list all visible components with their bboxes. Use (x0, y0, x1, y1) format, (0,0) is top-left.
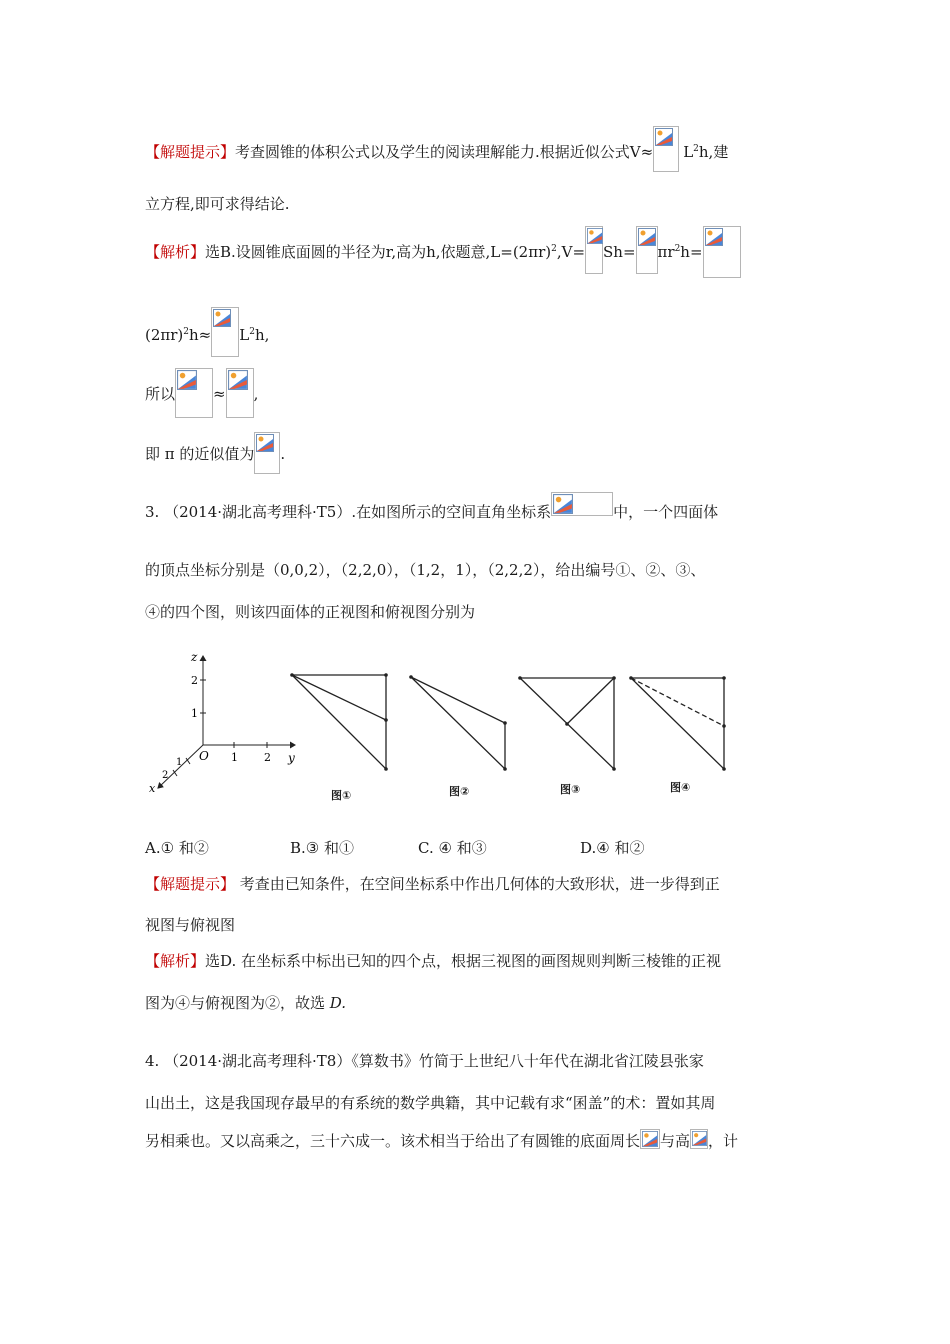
sol1-line2-b: h≈ (189, 326, 212, 344)
sol1-text-d: πr (657, 243, 675, 261)
hint3-line1 (145, 874, 720, 894)
formula-image-icon (703, 226, 741, 278)
sol1-text-b: ,V= (556, 243, 586, 261)
sol1-line3-b: ≈ (213, 385, 226, 403)
figure-2-caption: 图② (449, 785, 470, 798)
solution-tag: 【解析】 (145, 952, 206, 970)
sol3-text: 选D. 在坐标系中标出已知的四个点，根据三视图的画图规则判断三棱锥的正视 (205, 952, 722, 970)
sol3-line2-b: D. (329, 994, 347, 1012)
formula-image-icon (653, 126, 679, 172)
sol1-line4-a: 即 π 的近似值为 (145, 445, 255, 463)
hint1-line1 (145, 142, 728, 172)
x-axis-label: x (149, 782, 156, 795)
q4-line3-c: ，计 (708, 1132, 739, 1150)
hint1-text-c: h,建 (698, 143, 729, 161)
y-tick-1: 1 (231, 751, 238, 764)
sol1-line1 (145, 242, 741, 278)
sol1-line2-d: h, (254, 326, 270, 344)
q4-line1: 4. （2014·湖北高考理科·T8）《算数书》竹简于上世纪八十年代在湖北省江陵县张家 (145, 1052, 704, 1070)
q4-line2: 山出土，这是我国现存最早的有系统的数学典籍，其中记载有求“囷盖”的术：置如其周 (145, 1094, 716, 1112)
formula-image-icon (226, 368, 254, 418)
formula-image-icon (636, 226, 658, 274)
x-tick-1: 1 (176, 757, 183, 768)
z-tick-1: 1 (191, 707, 198, 720)
formula-image-icon (211, 307, 239, 357)
hint-tag: 【解题提示】 (145, 875, 236, 893)
sol1-line2-c: L (239, 326, 250, 344)
hint1-text-a: 考查圆锥的体积公式以及学生的阅读理解能力.根据近似公式V≈ (235, 143, 654, 161)
q4-line3 (145, 1131, 738, 1151)
option-b: B.③ 和① (290, 839, 355, 857)
formula-image-icon (175, 368, 213, 418)
coordinate-axes-diagram (140, 648, 305, 808)
sol3-line1 (145, 951, 721, 971)
figure-2 (405, 648, 515, 773)
formula-image-icon (585, 226, 603, 274)
option-c: C. ④ 和③ (418, 839, 487, 857)
figure-1 (288, 648, 398, 773)
q3-line3: ④的四个图，则该四面体的正视图和俯视图分别为 (145, 603, 476, 621)
q3-line1-b: 中，一个四面体 (613, 503, 719, 521)
origin-label: O (199, 749, 209, 763)
q4-line3-a: 另相乘也。又以高乘之，三十六成一。该术相当于给出了有圆锥的底面周长 (145, 1132, 641, 1150)
option-a: A.① 和② (145, 839, 209, 857)
solution-tag: 【解析】 (145, 243, 206, 261)
formula-image-icon (640, 1129, 660, 1149)
q3-line2: 的顶点坐标分别是（0,0,2），（2,2,0），（1,2，1），（2,2,2），给出编号①、②、③、 (145, 561, 706, 579)
figure-3 (515, 648, 625, 773)
hint1-line2: 立方程,即可求得结论. (145, 195, 290, 213)
figure-4-caption: 图④ (670, 781, 691, 794)
sol1-line2-a: (2πr) (145, 326, 184, 344)
sol1-text-c: Sh= (603, 243, 636, 261)
sol1-line4-b: . (280, 445, 286, 463)
formula-image-icon (254, 432, 280, 474)
q3-line1 (145, 502, 718, 522)
hint1-text-b: L (683, 143, 694, 161)
hint3-text: 考查由已知条件，在空间坐标系中作出几何体的大致形状，进一步得到正 (235, 875, 720, 893)
formula-image-icon (551, 492, 613, 516)
y-tick-2: 2 (264, 751, 271, 764)
y-axis-label: y (288, 751, 295, 765)
sol1-line3 (145, 384, 258, 418)
sol1-line4 (145, 444, 285, 474)
figure-3-caption: 图③ (560, 783, 581, 796)
sol1-text-a: 选B.设圆锥底面圆的半径为r,高为h,依题意,L=(2πr) (205, 243, 552, 261)
sol1-sup: 2 (551, 244, 557, 254)
hint1-sup: 2 (693, 144, 699, 154)
sol1-line3-a: 所以 (145, 385, 176, 403)
sol3-line2-a: 图为④与俯视图为②，故选 (145, 994, 330, 1012)
sol1-line3-c: , (253, 385, 259, 403)
sol1-line2-sup: 2 (183, 327, 190, 337)
sol1-sup2: 2 (674, 244, 681, 254)
hint3-line2: 视图与俯视图 (145, 916, 236, 934)
z-axis-label: z (191, 650, 198, 664)
x-tick-2: 2 (162, 770, 169, 781)
q3-line1-a: 3. （2014·湖北高考理科·T5）.在如图所示的空间直角坐标系 (145, 503, 552, 521)
hint-tag: 【解题提示】 (145, 143, 236, 161)
sol3-line2 (145, 993, 346, 1013)
sol1-text-e: h= (680, 243, 703, 261)
sol1-line2-sup2: 2 (249, 327, 255, 337)
z-tick-2: 2 (191, 674, 198, 687)
figure-1-caption: 图① (331, 789, 352, 802)
figure-4 (625, 648, 735, 773)
q4-line3-b: 与高 (660, 1132, 691, 1150)
formula-image-icon (690, 1129, 708, 1149)
sol1-line2 (145, 325, 269, 357)
option-d: D.④ 和② (580, 839, 645, 857)
